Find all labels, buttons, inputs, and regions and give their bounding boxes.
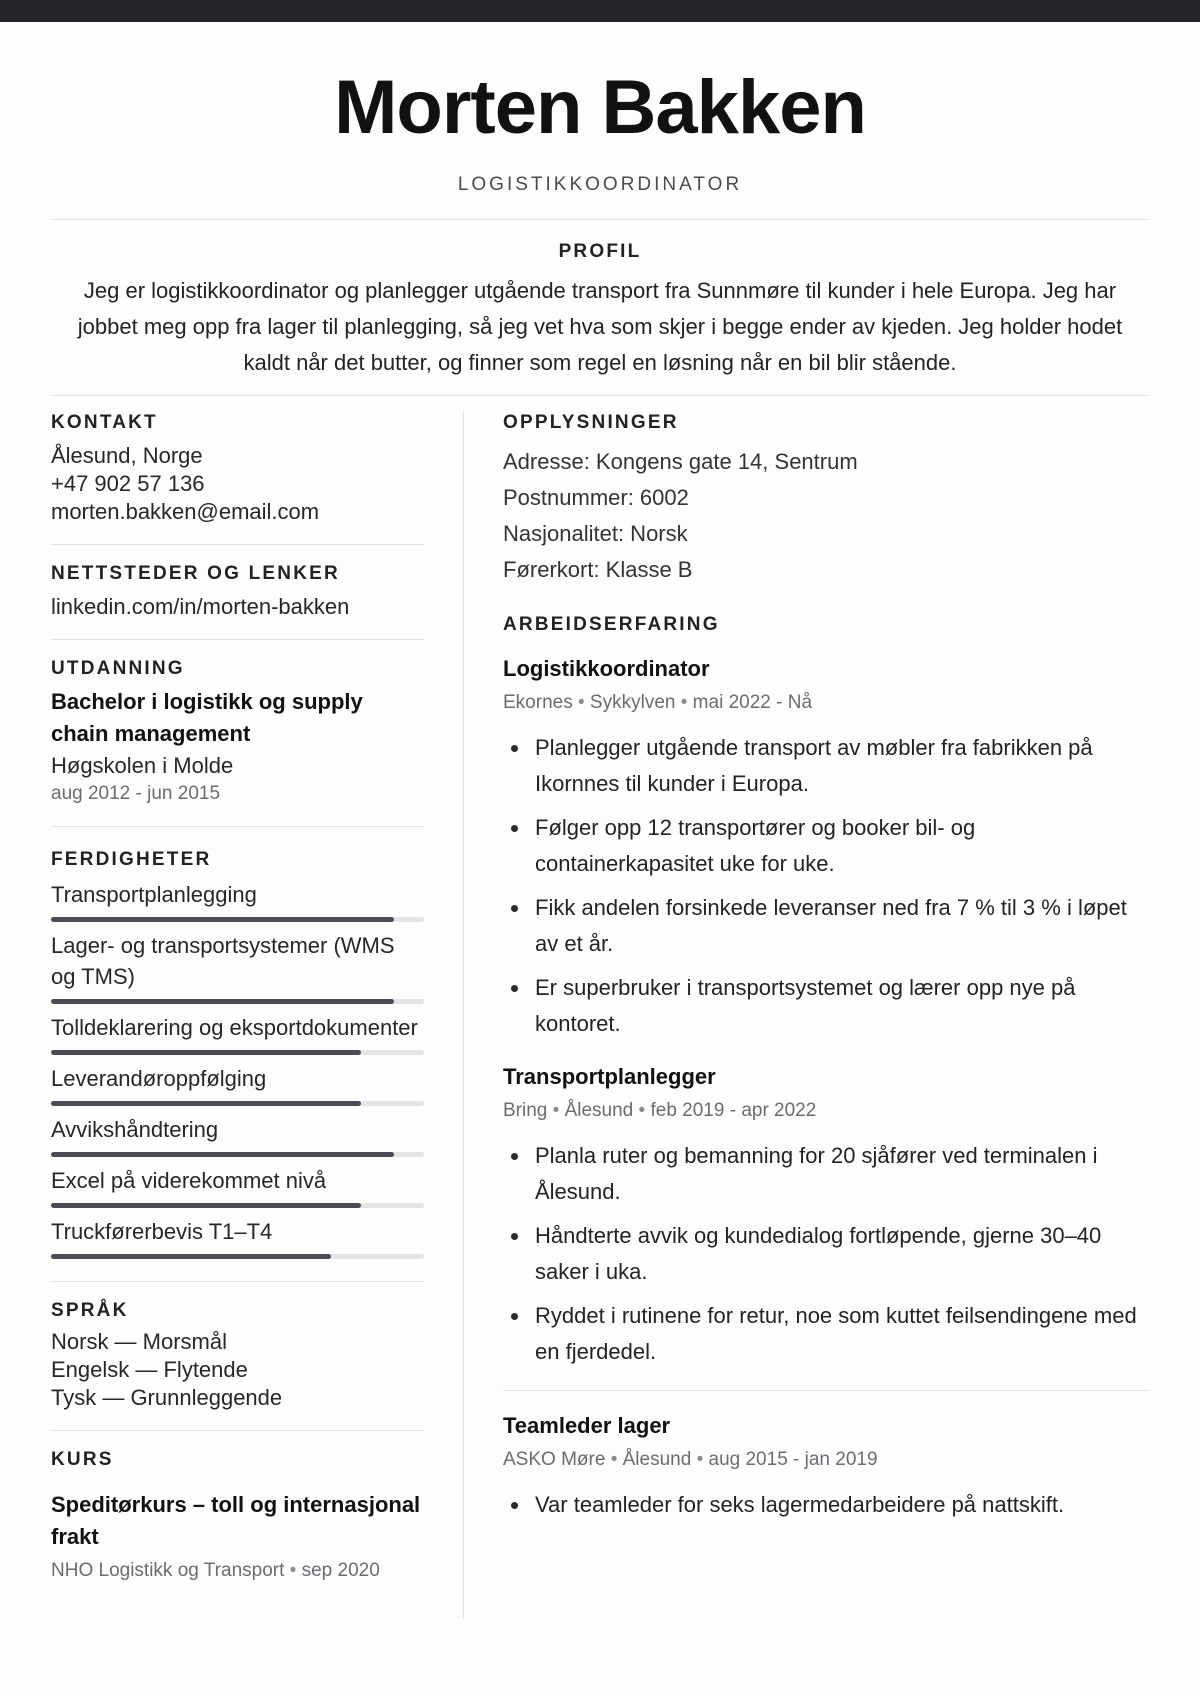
experience-section <box>503 614 1149 1523</box>
job-place: Ålesund <box>622 1449 692 1470</box>
linkedin-link[interactable]: linkedin.com/in/morten-bakken <box>51 594 350 619</box>
job-company: Bring <box>503 1100 548 1121</box>
separator-dot: • <box>552 1100 560 1121</box>
separator-dot: • <box>680 692 688 713</box>
info-address: Adresse: Kongens gate 14, Sentrum <box>503 449 858 474</box>
job-period: mai 2022 - Nå <box>692 692 813 713</box>
separator-dot: • <box>638 1100 646 1121</box>
info-heading: OPPLYSNINGER <box>503 412 679 433</box>
job-entry <box>503 1062 1149 1370</box>
job-period: aug 2015 - jan 2019 <box>708 1449 878 1470</box>
skill-level-fill <box>51 917 394 922</box>
bullet-dot-icon <box>511 1502 518 1509</box>
education-degree: Bachelor i logistikk og supply chain management <box>51 689 363 746</box>
skill-level-fill <box>51 999 394 1004</box>
job-company: Ekornes <box>503 692 573 713</box>
skill-name: Truckførerbevis T1–T4 <box>51 1219 273 1244</box>
bullet-dot-icon <box>511 1153 518 1160</box>
job-bullets <box>503 1138 1149 1370</box>
skills-heading: FERDIGHETER <box>51 849 212 870</box>
courses-section <box>51 1449 424 1603</box>
job-bullet-text: Håndterte avvik og kundedialog fortløpende, gjerne 30–40 saker i uka. <box>535 1223 1102 1284</box>
contact-heading: KONTAKT <box>51 412 158 433</box>
job-bullet-text: Følger opp 12 transportører og booker bil- og containerkapasitet uke for uke. <box>535 815 976 876</box>
skill-name: Avvikshåndtering <box>51 1117 219 1142</box>
job-bullet-text: Fikk andelen forsinkede leveranser ned fra 7 % til 3 % i løpet av et år. <box>535 895 1127 956</box>
skill-level-fill <box>51 1203 361 1208</box>
bullet-dot-icon <box>511 1233 518 1240</box>
skill-level-bar <box>51 1050 424 1055</box>
job-bullet <box>503 730 1149 802</box>
job-bullet-text: Planlegger utgående transport av møbler fra fabrikken på Ikornnes til kunder i Europa. <box>535 735 1093 796</box>
skills-list <box>51 879 424 1259</box>
divider <box>51 219 1149 220</box>
languages-heading: SPRÅK <box>51 1300 129 1321</box>
job-entry <box>503 654 1149 1042</box>
info-license: Førerkort: Klasse B <box>503 557 693 582</box>
course-meta <box>51 1557 424 1585</box>
links-heading: NETTSTEDER OG LENKER <box>51 563 340 584</box>
education-heading: UTDANNING <box>51 658 185 679</box>
skill-level-bar <box>51 1203 424 1208</box>
skill-name: Transportplanlegging <box>51 882 257 907</box>
education-school: Høgskolen i Molde <box>51 753 234 778</box>
divider <box>51 1281 424 1282</box>
profile-heading: PROFIL <box>558 241 642 262</box>
separator-dot: • <box>577 692 585 713</box>
language-item: Tysk — Grunnleggende <box>51 1385 283 1410</box>
skill-name: Leverandøroppfølging <box>51 1066 267 1091</box>
job-title: Teamleder lager <box>503 1413 671 1438</box>
course-date: sep 2020 <box>301 1560 380 1581</box>
separator-dot: • <box>696 1449 704 1470</box>
bullet-dot-icon <box>511 825 518 832</box>
job-bullet <box>503 890 1149 962</box>
skill-level-fill <box>51 1101 361 1106</box>
divider <box>503 1390 1149 1391</box>
job-bullet-text: Planla ruter og bemanning for 20 sjåfører ved terminalen i Ålesund. <box>535 1143 1098 1204</box>
contact-phone: +47 902 57 136 <box>51 471 205 496</box>
bullet-dot-icon <box>511 905 518 912</box>
job-bullets <box>503 1487 1149 1523</box>
bullet-dot-icon <box>511 1313 518 1320</box>
skill-level-bar <box>51 1152 424 1157</box>
education-section <box>51 658 424 826</box>
job-bullets <box>503 730 1149 1042</box>
contact-location: Ålesund, Norge <box>51 443 203 468</box>
candidate-role: LOGISTIKKOORDINATOR <box>457 174 743 195</box>
skill-name: Lager- og transportsystemer (WMS og TMS) <box>51 933 395 989</box>
bullet-dot-icon <box>511 745 518 752</box>
divider <box>51 1430 424 1431</box>
job-bullet <box>503 1298 1149 1370</box>
resume-page <box>51 22 1149 1603</box>
job-meta <box>503 1096 1149 1126</box>
job-company: ASKO Møre <box>503 1449 606 1470</box>
divider <box>51 544 424 545</box>
bullet-dot-icon <box>511 985 518 992</box>
language-item: Norsk — Morsmål <box>51 1329 228 1354</box>
skill-level-bar <box>51 917 424 922</box>
job-bullet-text: Ryddet i rutinene for retur, noe som kuttet feilsendingene med en fjerdedel. <box>535 1303 1137 1364</box>
divider <box>51 826 424 827</box>
links-section <box>51 563 424 639</box>
courses-heading: KURS <box>51 1449 114 1470</box>
job-bullet-text: Var teamleder for seks lagermedarbeidere på nattskift. <box>535 1492 1065 1517</box>
divider <box>51 639 424 640</box>
language-item: Engelsk — Flytende <box>51 1357 248 1382</box>
job-bullet <box>503 810 1149 882</box>
skills-section <box>51 845 424 1281</box>
job-title: Transportplanlegger <box>503 1064 716 1089</box>
info-nationality: Nasjonalitet: Norsk <box>503 521 688 546</box>
jobs-list <box>503 654 1149 1523</box>
job-place: Ålesund <box>564 1100 634 1121</box>
contact-section <box>51 412 424 544</box>
skill-level-bar <box>51 999 424 1004</box>
skill-level-fill <box>51 1050 361 1055</box>
separator-dot: • <box>289 1560 297 1581</box>
skill-level-bar <box>51 1101 424 1106</box>
two-column-body <box>51 396 1149 1603</box>
job-bullet <box>503 1487 1149 1523</box>
skill-level-fill <box>51 1152 394 1157</box>
contact-email[interactable]: morten.bakken@email.com <box>51 499 320 524</box>
job-bullet <box>503 1218 1149 1290</box>
top-bar <box>0 0 1200 22</box>
job-bullet <box>503 1138 1149 1210</box>
job-period: feb 2019 - apr 2022 <box>650 1100 817 1121</box>
job-meta <box>503 688 1149 718</box>
languages-section <box>51 1300 424 1430</box>
column-divider <box>463 410 464 1620</box>
job-bullet <box>503 970 1149 1042</box>
candidate-name: Morten Bakken <box>334 65 866 150</box>
job-bullet-text: Er superbruker i transportsystemet og lærer opp nye på kontoret. <box>535 975 1076 1036</box>
experience-heading: ARBEIDSERFARING <box>503 614 720 635</box>
skill-name: Excel på viderekommet nivå <box>51 1168 327 1193</box>
course-provider: NHO Logistikk og Transport <box>51 1560 285 1581</box>
profile-text: Jeg er logistikkoordinator og planlegger utgående transport fra Sunnmøre til kunder i hele Europa. Jeg har jobbet meg opp fra lager til planlegging, så jeg vet hva som skjer i begge ender av kjeden. Jeg holder hodet kaldt når det butter, og finner som regel en løsning når en bil blir stående. <box>77 278 1123 375</box>
left-column <box>51 396 424 1603</box>
course-name: Speditørkurs – toll og internasjonal frakt <box>51 1492 421 1549</box>
skill-level-bar <box>51 1254 424 1259</box>
info-section <box>503 412 1149 588</box>
job-meta <box>503 1445 1149 1475</box>
job-title: Logistikkoordinator <box>503 656 710 681</box>
job-place: Sykkylven <box>589 692 676 713</box>
separator-dot: • <box>610 1449 618 1470</box>
info-postal: Postnummer: 6002 <box>503 485 689 510</box>
skill-name: Tolldeklarering og eksportdokumenter <box>51 1015 418 1040</box>
skill-level-fill <box>51 1254 331 1259</box>
right-column <box>503 396 1149 1531</box>
job-entry <box>503 1411 1149 1523</box>
education-period: aug 2012 - jun 2015 <box>51 783 221 804</box>
